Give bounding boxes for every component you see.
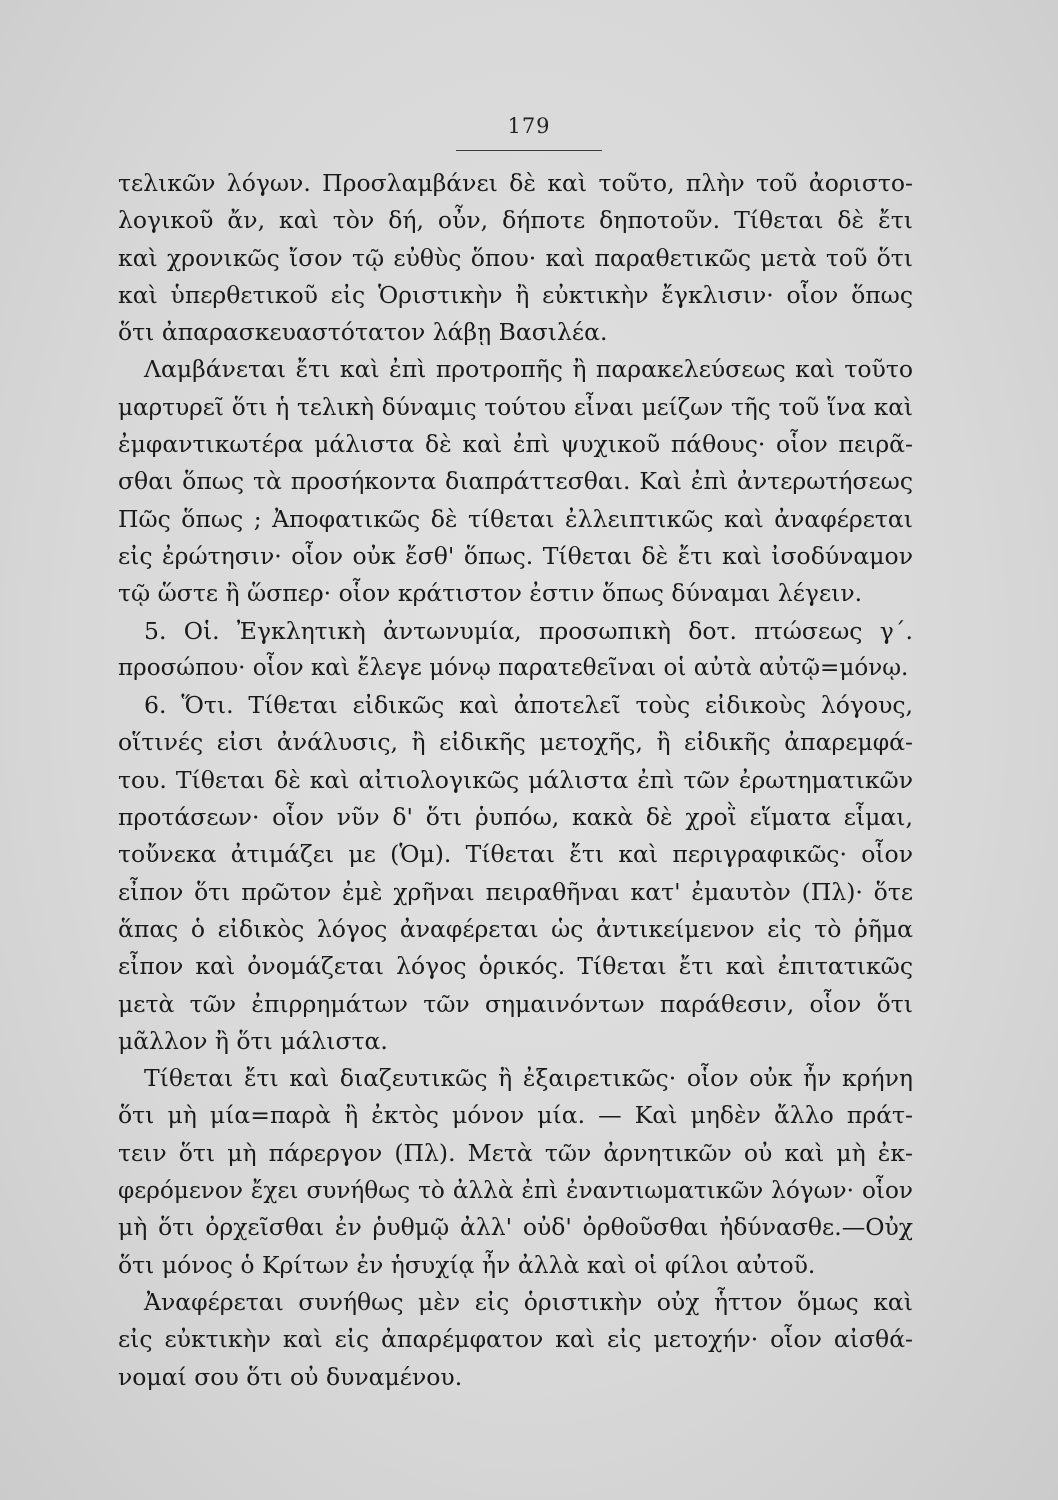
- text-line: εἰς εὐκτικὴν καὶ εἰς ἀπαρέμφατον καὶ εἰς μετοχήν· οἷον αἰσθά-: [118, 1325, 913, 1354]
- text-line: προσώπου· οἷον καὶ ἔλεγε μόνῳ παρατεθεῖναι οἱ αὐτὰ αὐτῷ=μόνῳ.: [118, 654, 909, 681]
- text-line: του. Τίθεται δὲ καὶ αἰτιολογικῶς μάλιστα ἐπὶ τῶν ἐρωτηματικῶν: [118, 765, 913, 794]
- text-line: προτάσεων· οἷον νῦν δ' ὅτι ῥυπόω, κακὰ δὲ χροῒ εἵματα εἷμαι,: [118, 803, 913, 832]
- text-line: Ἀναφέρεται συνήθως μὲν εἰς ὁριστικὴν οὐχ ἧττον ὅμως καὶ: [144, 1287, 913, 1316]
- text-line: Λαμβάνεται ἔτι καὶ ἐπὶ προτροπῆς ἢ παρακελεύσεως καὶ τοῦτο: [144, 355, 913, 384]
- text-line: λογικοῦ ἄν, καὶ τὸν δή, οὖν, δήποτε δηποτοῦν. Τίθεται δὲ ἔτι: [118, 206, 913, 235]
- text-line: τειν ὅτι μὴ πάρεργον (Πλ). Μετὰ τῶν ἀρνητικῶν οὐ καὶ μὴ ἐκ-: [118, 1138, 913, 1167]
- text-line: μετὰ τῶν ἐπιρρημάτων τῶν σημαινόντων παράθεσιν, οἷον ὅτι: [118, 989, 913, 1018]
- text-line: μαρτυρεῖ ὅτι ἡ τελικὴ δύναμις τούτου εἶναι μείζων τῆς τοῦ ἵνα καὶ: [118, 393, 913, 421]
- text-line: ὅτι ἀπαρασκευαστότατον λάβῃ Βασιλέα.: [118, 318, 608, 347]
- text-line: τῷ ὥστε ἢ ὥσπερ· οἷον κράτιστον ἐστιν ὅπως δύναμαι λέγειν.: [118, 579, 863, 608]
- text-line: νομαί σου ὅτι οὐ δυναμένου.: [118, 1362, 463, 1391]
- header-rule: [456, 150, 602, 151]
- text-line: εἶπον καὶ ὀνομάζεται λόγος ὁρικός. Τίθεται ἔτι καὶ ἐπιτατικῶς: [118, 952, 913, 981]
- text-line: ἅπας ὁ εἰδικὸς λόγος ἀναφέρεται ὡς ἀντικείμενον εἰς τὸ ῥῆμα: [118, 914, 913, 943]
- text-line: Πῶς ὅπως ; Ἀποφατικῶς δὲ τίθεται ἐλλειπτικῶς καὶ ἀναφέρεται: [118, 504, 913, 533]
- text-line: Τίθεται ἔτι καὶ διαζευτικῶς ἢ ἐξαιρετικῶς· οἷον οὐκ ἦν κρήνη: [144, 1064, 913, 1093]
- text-line: μὴ ὅτι ὀρχεῖσθαι ἐν ῥυθμῷ ἀλλ' οὐδ' ὀρθοῦσθαι ἠδύνασθε.—Οὐχ: [118, 1213, 913, 1242]
- text-line: ὅτι μὴ μία=παρὰ ἢ ἐκτὸς μόνον μία. — Καὶ μηδὲν ἄλλο πράτ-: [118, 1101, 913, 1130]
- text-line: 6. Ὅτι. Τίθεται εἰδικῶς καὶ ἀποτελεῖ τοὺς εἰδικοὺς λόγους,: [144, 691, 913, 720]
- text-line: ὅτι μόνος ὁ Κρίτων ἐν ἡσυχίᾳ ἦν ἀλλὰ καὶ οἱ φίλοι αὐτοῦ.: [118, 1250, 816, 1279]
- text-line: καὶ ὑπερθετικοῦ εἰς Ὁριστικὴν ἢ εὐκτικὴν ἔγκλισιν· οἷον ὅπως: [118, 280, 913, 309]
- text-line: 5. Οἱ. Ἐγκλητικὴ ἀντωνυμία, προσωπικὴ δοτ. πτώσεως γ΄.: [144, 616, 913, 645]
- text-line: σθαι ὅπως τὰ προσήκοντα διαπράττεσθαι. Καὶ ἐπὶ ἀντερωτήσεως: [118, 467, 913, 496]
- text-line: τελικῶν λόγων. Προσλαμβάνει δὲ καὶ τοῦτο, πλὴν τοῦ ἀοριστο-: [118, 169, 913, 197]
- text-line: φερόμενον ἔχει συνήθως τὸ ἀλλὰ ἐπὶ ἐναντιωματικῶν λόγων· οἷον: [118, 1177, 913, 1205]
- text-line: εἰς ἐρώτησιν· οἷον οὐκ ἔσθ' ὅπως. Τίθεται δὲ ἔτι καὶ ἰσοδύναμον: [118, 541, 913, 570]
- text-line: εἶπον ὅτι πρῶτον ἐμὲ χρῆναι πειραθῆναι κατ' ἐμαυτὸν (Πλ)· ὅτε: [118, 877, 913, 906]
- text-line: μᾶλλον ἢ ὅτι μάλιστα.: [118, 1026, 388, 1055]
- text-line: τοὔνεκα ἀτιμάζει με (Ὁμ). Τίθεται ἔτι καὶ περιγραφικῶς· οἷον: [118, 840, 913, 869]
- body-text: [118, 165, 913, 1396]
- text-line: ἐμφαντικωτέρα μάλιστα δὲ καὶ ἐπὶ ψυχικοῦ πάθους· οἷον πειρᾶ-: [118, 430, 913, 459]
- page-number: 179: [507, 114, 551, 138]
- text-line: οἵτινές εἰσι ἀνάλυσις, ἢ εἰδικῆς μετοχῆς, ἢ εἰδικῆς ἀπαρεμφά-: [118, 728, 913, 757]
- text-line: καὶ χρονικῶς ἴσον τῷ εὐθὺς ὅπου· καὶ παραθετικῶς μετὰ τοῦ ὅτι: [118, 243, 913, 272]
